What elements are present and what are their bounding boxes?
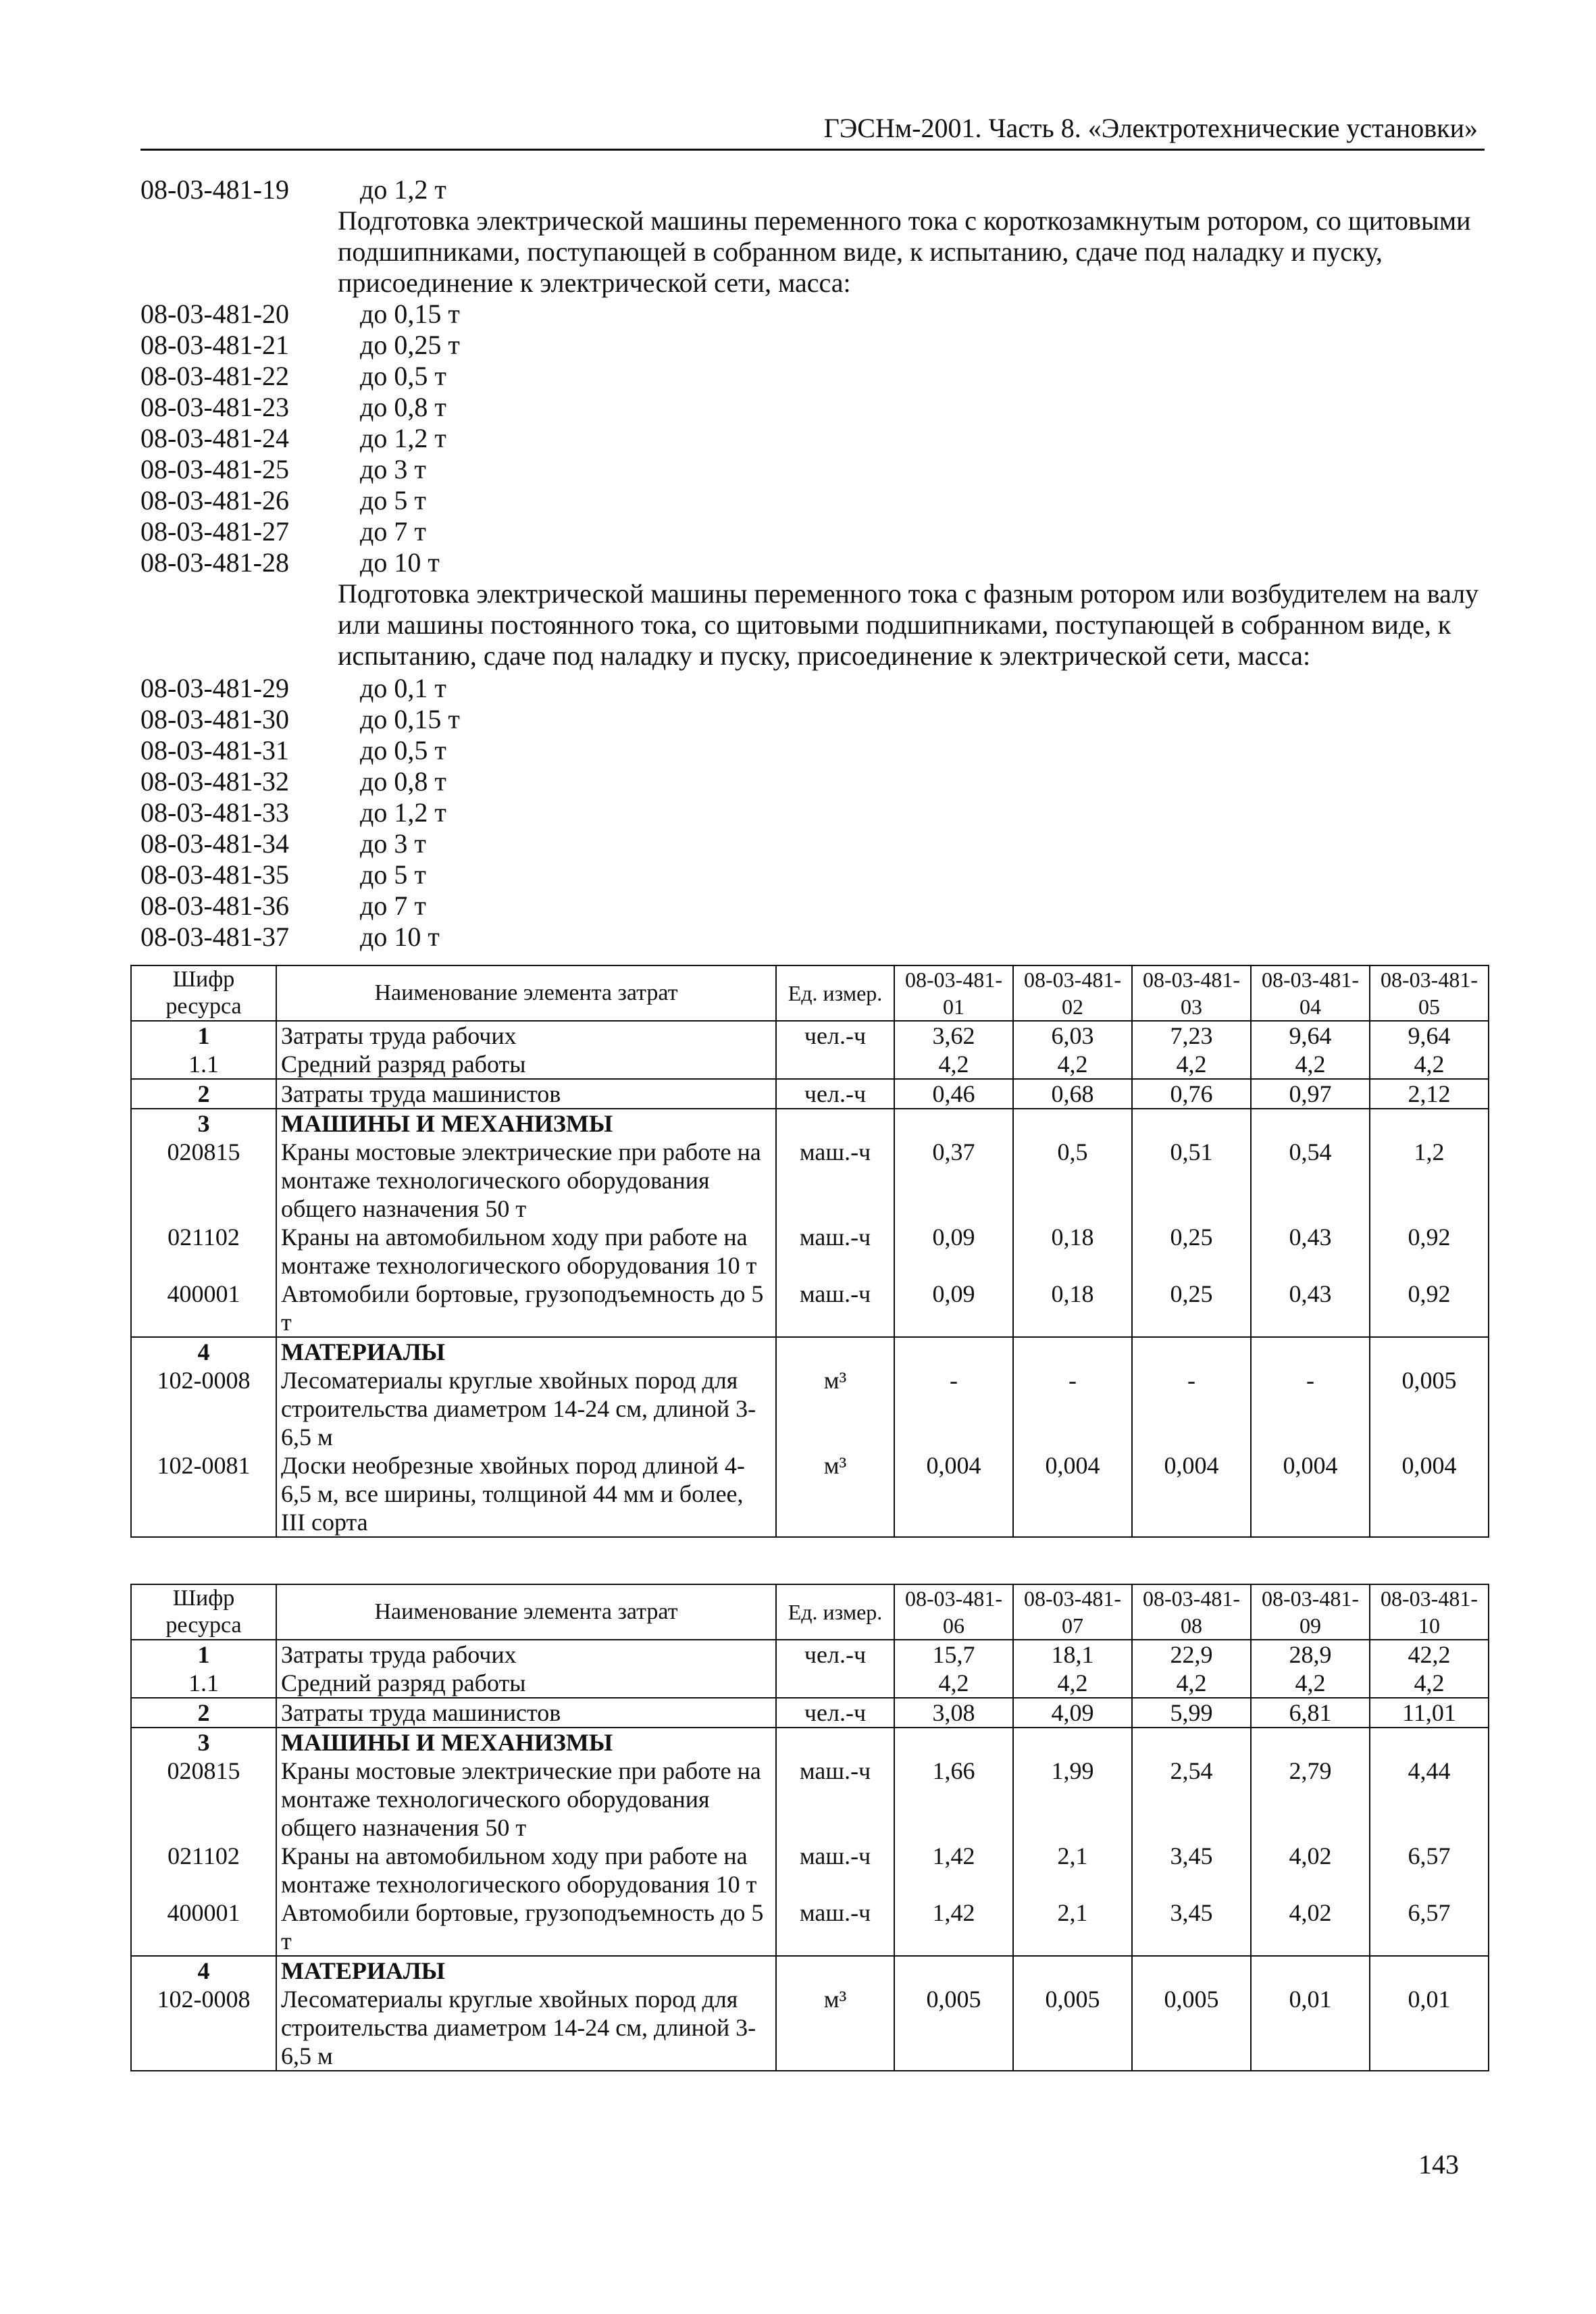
resource-unit [776,1669,894,1698]
col-header-unit: Ед. измер. [776,965,894,1021]
table-row [131,1223,1489,1280]
norm-code-row [140,361,446,392]
table-row [131,1842,1489,1898]
table-row [131,1079,1489,1109]
norm-mass: до 3 т [360,828,426,859]
table-row [131,1698,1489,1728]
cell-value: 0,51 [1132,1138,1251,1223]
section-code: 3 [131,1728,276,1757]
norm-code: 08-03-481-26 [140,485,289,515]
cell-value: 9,64 [1251,1021,1370,1050]
col-header-norm: 08-03-481-09 [1251,1584,1370,1640]
col-header-norm: 08-03-481-07 [1013,1584,1132,1640]
group2-description: Подготовка электрической машины переменного тока с фазным ротором или возбудителем на валу или машины постоянного тока, со щитовыми подшипниками, поступающей в собранном виде, к испытанию, сдаче под наладку и пуску, присоединение к электрической сети, масса: [338,578,1479,671]
norm-code: 08-03-481-28 [140,547,289,578]
cell-value: 3,45 [1132,1842,1251,1898]
norm-code-row [140,485,426,516]
resource-unit: маш.-ч [776,1138,894,1223]
cell-value: 0,92 [1370,1280,1489,1337]
resource-name: Краны мостовые электрические при работе на монтаже технологического оборудования общего назначения 50 т [276,1138,776,1223]
cell-value: 0,01 [1251,1985,1370,2071]
resource-unit: м³ [776,1451,894,1537]
col-header-norm: 08-03-481-06 [894,1584,1013,1640]
table-row [131,1669,1489,1698]
norm-code: 08-03-481-29 [140,673,289,703]
cell-value: - [1013,1366,1132,1451]
resource-code: 2 [131,1079,276,1109]
norm-code: 08-03-481-25 [140,454,289,484]
table-row [131,1898,1489,1956]
cell-value: 3,62 [894,1021,1013,1050]
norm-code: 08-03-481-32 [140,766,289,797]
cell-value: 0,004 [894,1451,1013,1537]
norm-code: 08-03-481-24 [140,423,289,453]
norm-code-row [140,330,460,361]
resource-name: Автомобили бортовые, грузоподъемность до 5 т [276,1280,776,1337]
cell-value: 6,57 [1370,1898,1489,1956]
resource-code: 102-0008 [131,1985,276,2071]
cell-value: 1,2 [1370,1138,1489,1223]
cell-value: 2,79 [1251,1757,1370,1842]
resource-name: Затраты труда машинистов [276,1698,776,1728]
cell-value: 1,99 [1013,1757,1132,1842]
section-title: МАТЕРИАЛЫ [276,1337,776,1366]
cell-value: 2,1 [1013,1898,1132,1956]
cell-value: 0,18 [1013,1223,1132,1280]
cell-value: 4,2 [1370,1669,1489,1698]
norm-code-row [140,673,446,704]
resource-code: 020815 [131,1138,276,1223]
resource-unit: маш.-ч [776,1757,894,1842]
resource-unit: маш.-ч [776,1898,894,1956]
cell-value: - [1132,1366,1251,1451]
norm-mass: до 1,2 т [360,174,446,205]
section-code: 3 [131,1109,276,1138]
cell-value: - [894,1366,1013,1451]
group1-description: Подготовка электрической машины переменного тока с короткозамкнутым ротором, со щитовыми подшипниками, поступающей в собранном виде, к испытанию, сдаче под наладку и пуску, присоединение к электрической сети, масса: [338,205,1471,298]
cell-value: 0,004 [1370,1451,1489,1537]
norm-code-row [140,704,460,735]
cell-value: 0,43 [1251,1223,1370,1280]
norm-code-row [140,797,446,828]
resource-unit: чел.-ч [776,1640,894,1669]
resource-code: 1 [131,1021,276,1050]
resource-name: Затраты труда рабочих [276,1021,776,1050]
cell-value: 1,66 [894,1757,1013,1842]
norm-mass: до 10 т [360,922,440,952]
resource-table-2 [130,1584,1489,2071]
cell-value: 0,005 [1132,1985,1251,2071]
table-row [131,1138,1489,1223]
cell-value: 0,25 [1132,1223,1251,1280]
norm-mass: до 5 т [360,485,426,515]
table-header-row [131,965,1489,1021]
cell-value: 6,03 [1013,1021,1132,1050]
resource-code: 102-0081 [131,1451,276,1537]
col-header-name: Наименование элемента затрат [276,1584,776,1640]
norm-code-row [140,735,446,766]
col-header-norm: 08-03-481-05 [1370,965,1489,1021]
table-row [131,1050,1489,1079]
norm-mass: до 5 т [360,859,426,890]
col-header-unit: Ед. измер. [776,1584,894,1640]
cell-value: 3,45 [1132,1898,1251,1956]
header-rule [140,149,1485,151]
resource-name: Затраты труда рабочих [276,1640,776,1669]
cell-value: 9,64 [1370,1021,1489,1050]
norm-code-row [140,174,446,205]
resource-code: 400001 [131,1898,276,1956]
cell-value: 5,99 [1132,1698,1251,1728]
norm-code: 08-03-481-34 [140,828,289,859]
norm-code: 08-03-481-33 [140,797,289,828]
cell-value: 0,18 [1013,1280,1132,1337]
cell-value: 0,005 [1370,1366,1489,1451]
norm-mass: до 1,2 т [360,423,446,453]
table-header-row [131,1584,1489,1640]
cell-value: 4,09 [1013,1698,1132,1728]
resource-name: Средний разряд работы [276,1669,776,1698]
section-row [131,1956,1489,1985]
resource-code: 102-0008 [131,1366,276,1451]
resource-name: Доски необрезные хвойных пород длиной 4-6,5 м, все ширины, толщиной 44 мм и более, III сорта [276,1451,776,1537]
cell-value: 4,02 [1251,1898,1370,1956]
resource-unit: чел.-ч [776,1698,894,1728]
resource-name: Краны мостовые электрические при работе на монтаже технологического оборудования общего назначения 50 т [276,1757,776,1842]
cell-value: 0,09 [894,1223,1013,1280]
resource-code: 1.1 [131,1050,276,1079]
resource-name: Лесоматериалы круглые хвойных пород для строительства диаметром 14-24 см, длиной 3-6,5 м [276,1985,776,2071]
norm-code: 08-03-481-19 [140,174,289,205]
cell-value: 1,42 [894,1898,1013,1956]
resource-unit: м³ [776,1366,894,1451]
resource-table-1 [130,965,1489,1538]
resource-unit: чел.-ч [776,1021,894,1050]
norm-code: 08-03-481-22 [140,361,289,391]
cell-value: 42,2 [1370,1640,1489,1669]
cell-value: 0,37 [894,1138,1013,1223]
table-row [131,1280,1489,1337]
resource-unit: маш.-ч [776,1280,894,1337]
norm-mass: до 0,5 т [360,735,446,765]
norm-mass: до 0,8 т [360,392,446,422]
cell-value: 28,9 [1251,1640,1370,1669]
cell-value: 0,43 [1251,1280,1370,1337]
resource-code: 400001 [131,1280,276,1337]
section-code: 4 [131,1337,276,1366]
norm-code: 08-03-481-35 [140,859,289,890]
col-header-norm: 08-03-481-02 [1013,965,1132,1021]
section-row [131,1728,1489,1757]
norm-mass: до 7 т [360,890,426,921]
table-row [131,1757,1489,1842]
col-header-code: Шифр ресурса [131,965,276,1021]
norm-code-row [140,547,440,578]
resource-name: Затраты труда машинистов [276,1079,776,1109]
cell-value: 4,2 [894,1050,1013,1079]
norm-mass: до 0,5 т [360,361,446,391]
resource-code: 1.1 [131,1669,276,1698]
cell-value: 4,2 [1251,1050,1370,1079]
cell-value: 7,23 [1132,1021,1251,1050]
table-row [131,1021,1489,1050]
table-row [131,1640,1489,1669]
section-row [131,1109,1489,1138]
norm-mass: до 1,2 т [360,797,446,828]
norm-code: 08-03-481-31 [140,735,289,765]
norm-code: 08-03-481-36 [140,890,289,921]
cell-value: 4,2 [1251,1669,1370,1698]
norm-code-row [140,766,446,797]
norm-code: 08-03-481-30 [140,704,289,734]
norm-code: 08-03-481-37 [140,922,289,952]
cell-value: 2,12 [1370,1079,1489,1109]
cell-value: 0,46 [894,1079,1013,1109]
cell-value: 3,08 [894,1698,1013,1728]
cell-value: 22,9 [1132,1640,1251,1669]
resource-code: 020815 [131,1757,276,1842]
resource-code: 021102 [131,1223,276,1280]
norm-code: 08-03-481-20 [140,299,289,329]
norm-code-row [140,922,440,953]
cell-value: 4,2 [1370,1050,1489,1079]
norm-mass: до 0,25 т [360,330,460,360]
cell-value: 0,01 [1370,1985,1489,2071]
col-header-norm: 08-03-481-03 [1132,965,1251,1021]
norm-mass: до 7 т [360,516,426,547]
cell-value: 0,09 [894,1280,1013,1337]
cell-value: 0,68 [1013,1079,1132,1109]
norm-code: 08-03-481-21 [140,330,289,360]
cell-value: 0,005 [1013,1985,1132,2071]
cell-value: 4,44 [1370,1757,1489,1842]
resource-name: Автомобили бортовые, грузоподъемность до 5 т [276,1898,776,1956]
table-row [131,1366,1489,1451]
cell-value: 15,7 [894,1640,1013,1669]
section-title: МАТЕРИАЛЫ [276,1956,776,1985]
norm-code-row [140,299,460,330]
cell-value: 0,92 [1370,1223,1489,1280]
cell-value: 0,54 [1251,1138,1370,1223]
section-code: 4 [131,1956,276,1985]
cell-value: 4,02 [1251,1842,1370,1898]
col-header-norm: 08-03-481-08 [1132,1584,1251,1640]
resource-unit [776,1050,894,1079]
resource-name: Краны на автомобильном ходу при работе на монтаже технологического оборудования 10 т [276,1842,776,1898]
cell-value: - [1251,1366,1370,1451]
cell-value: 11,01 [1370,1698,1489,1728]
resource-code: 1 [131,1640,276,1669]
norm-mass: до 3 т [360,454,426,484]
col-header-norm: 08-03-481-01 [894,965,1013,1021]
resource-code: 2 [131,1698,276,1728]
cell-value: 0,76 [1132,1079,1251,1109]
cell-value: 4,2 [1013,1050,1132,1079]
norm-code: 08-03-481-27 [140,516,289,547]
cell-value: 0,004 [1013,1451,1132,1537]
cell-value: 18,1 [1013,1640,1132,1669]
col-header-code: Шифр ресурса [131,1584,276,1640]
norm-code-row [140,423,446,454]
norm-code-row [140,454,426,485]
resource-unit: чел.-ч [776,1079,894,1109]
col-header-norm: 08-03-481-10 [1370,1584,1489,1640]
cell-value: 0,97 [1251,1079,1370,1109]
cell-value: 6,57 [1370,1842,1489,1898]
cell-value: 0,5 [1013,1138,1132,1223]
table-row [131,1451,1489,1537]
col-header-norm: 08-03-481-04 [1251,965,1370,1021]
page-number: 143 [1418,2149,1459,2180]
norm-code-row [140,392,446,423]
cell-value: 0,005 [894,1985,1013,2071]
resource-name: Краны на автомобильном ходу при работе на монтаже технологического оборудования 10 т [276,1223,776,1280]
norm-code: 08-03-481-23 [140,392,289,422]
resource-unit: маш.-ч [776,1842,894,1898]
section-title: МАШИНЫ И МЕХАНИЗМЫ [276,1728,776,1757]
table-row [131,1985,1489,2071]
cell-value: 6,81 [1251,1698,1370,1728]
norm-code-row [140,859,426,890]
cell-value: 0,004 [1251,1451,1370,1537]
section-row [131,1337,1489,1366]
cell-value: 4,2 [894,1669,1013,1698]
resource-code: 021102 [131,1842,276,1898]
col-header-name: Наименование элемента затрат [276,965,776,1021]
cell-value: 0,25 [1132,1280,1251,1337]
resource-unit: м³ [776,1985,894,2071]
section-title: МАШИНЫ И МЕХАНИЗМЫ [276,1109,776,1138]
norm-code-row [140,890,426,922]
norm-code-row [140,516,426,547]
cell-value: 2,54 [1132,1757,1251,1842]
running-header: ГЭСНм-2001. Часть 8. «Электротехнические установки» [823,113,1478,143]
cell-value: 1,42 [894,1842,1013,1898]
norm-mass: до 10 т [360,547,440,578]
norm-mass: до 0,8 т [360,766,446,797]
cell-value: 0,004 [1132,1451,1251,1537]
cell-value: 4,2 [1132,1050,1251,1079]
cell-value: 4,2 [1132,1669,1251,1698]
norm-mass: до 0,1 т [360,673,446,703]
resource-name: Средний разряд работы [276,1050,776,1079]
norm-code-row [140,828,426,859]
norm-mass: до 0,15 т [360,299,460,329]
norm-mass: до 0,15 т [360,704,460,734]
resource-unit: маш.-ч [776,1223,894,1280]
resource-name: Лесоматериалы круглые хвойных пород для строительства диаметром 14-24 см, длиной 3-6,5 м [276,1366,776,1451]
cell-value: 4,2 [1013,1669,1132,1698]
cell-value: 2,1 [1013,1842,1132,1898]
